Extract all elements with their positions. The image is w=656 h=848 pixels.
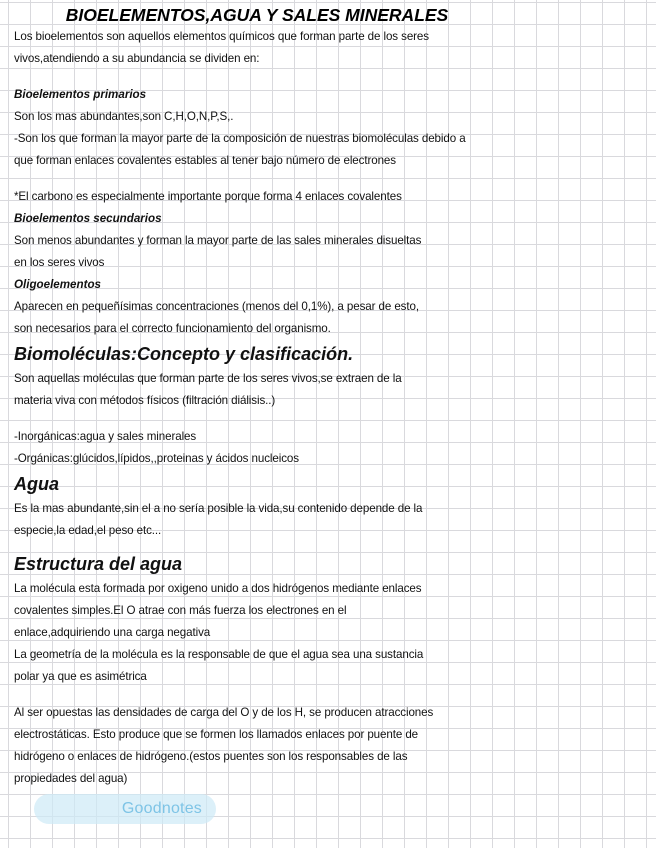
text-line: Son los mas abundantes,son C,H,O,N,P,S,. (14, 110, 234, 123)
heading-secundarios: Bioelementos secundarios (14, 212, 162, 225)
goodnotes-watermark (34, 794, 216, 824)
watermark-label: Goodnotes (121, 800, 202, 817)
text-line: que forman enlaces covalentes estables al tener bajo número de electrones (14, 154, 396, 167)
text-line: hidrógeno o enlaces de hidrógeno.(estos puentes son los responsables de las (14, 750, 408, 763)
heading-agua: Agua (14, 474, 59, 494)
text-line: La geometría de la molécula es la responsable de que el agua sea una sustancia (14, 648, 424, 661)
text-line: Al ser opuestas las densidades de carga del O y de los H, se producen atracciones (14, 706, 434, 719)
text-line: propiedades del agua) (14, 772, 128, 785)
intro-line: vivos,atendiendo a su abundancia se dividen en: (14, 52, 260, 65)
list-item: -Orgánicas:glúcidos,lípidos,,proteinas y ácidos nucleicos (14, 452, 299, 465)
text-line: especie,la edad,el peso etc... (14, 524, 162, 537)
note-page (14, 4, 484, 790)
text-line: en los seres vivos (14, 256, 105, 269)
list-item: -Inorgánicas:agua y sales minerales (14, 430, 197, 443)
text-line: Es la mas abundante,sin el a no sería posible la vida,su contenido depende de la (14, 502, 423, 515)
text-line: -Son los que forman la mayor parte de la composición de nuestras biomoléculas debido a (14, 132, 466, 145)
carbon-note: *El carbono es especialmente importante porque forma 4 enlaces covalentes (14, 190, 402, 203)
text-line: enlace,adquiriendo una carga negativa (14, 626, 211, 639)
text-line: materia viva con métodos físicos (filtración diálisis..) (14, 394, 276, 407)
intro-line: Los bioelementos son aquellos elementos químicos que forman parte de los seres (14, 30, 429, 43)
text-line: covalentes simples.El O atrae con más fuerza los electrones en el (14, 604, 347, 617)
text-line: Son aquellas moléculas que forman parte de los seres vivos,se extraen de la (14, 372, 402, 385)
heading-biomoleculas: Biomoléculas:Concepto y clasificación. (14, 344, 354, 364)
text-line: polar ya que es asimétrica (14, 670, 147, 683)
heading-primarios: Bioelementos primarios (14, 88, 147, 101)
text-line: Son menos abundantes y forman la mayor parte de las sales minerales disueltas (14, 234, 422, 247)
text-line: son necesarios para el correcto funcionamiento del organismo. (14, 322, 331, 335)
heading-oligoelementos: Oligoelementos (14, 278, 101, 291)
heading-estructura: Estructura del agua (14, 554, 183, 574)
text-line: La molécula esta formada por oxigeno unido a dos hidrógenos mediante enlaces (14, 582, 422, 595)
page-title: BIOELEMENTOS,AGUA Y SALES MINERALES (65, 5, 449, 25)
text-line: electrostáticas. Esto produce que se formen los llamados enlaces por puente de (14, 728, 419, 741)
text-line: Aparecen en pequeñísimas concentraciones (menos del 0,1%), a pesar de esto, (14, 300, 419, 313)
